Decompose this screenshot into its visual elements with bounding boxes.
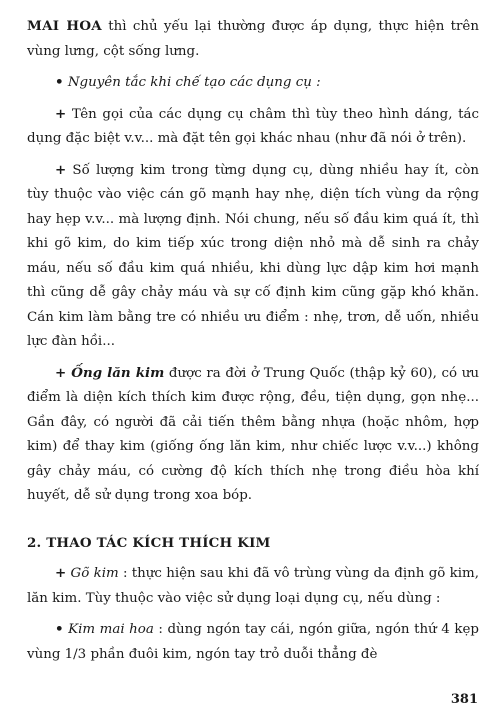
paragraph-1-text: thì chủ yếu lại thường được áp dụng, thực hiện trên vùng lưng, cột sống lưng.: [27, 19, 479, 59]
page-number: 381: [450, 692, 478, 707]
paragraph-roller: [27, 361, 479, 509]
bullet-plus: +: [55, 105, 67, 122]
section-heading: 2. THAO TÁC KÍCH THÍCH KIM: [27, 534, 271, 551]
paragraph-needle-count-text: Số lượng kim trong từng dụng cụ, dùng nhiều hay ít, còn tùy thuộc vào việc cán gõ mạnh hay nhẹ, diện tích vùng da rộng hay hẹp v.v... mà lượng định. Nói chung, nếu số đầu kim quá ít, thì khi gõ kim, do kim tiếp xúc trong diện nhỏ mà dễ sinh ra chảy máu, nếu số đầu kim quá nhiều, khi dùng lực dập kim hơi mạnh thì cũng dễ gây chảy máu và sự cố định kim cũng gặp khó khăn. Cán kim làm bằng tre có nhiều ưu điểm : nhẹ, trơn, dễ uốn, nhiều lực đàn hồi...: [27, 162, 479, 349]
paragraph-1: [27, 14, 479, 64]
bullet-plus: +: [55, 364, 67, 381]
bullet-plus: +: [55, 565, 67, 581]
term-kim-mai-hoa: Kim mai hoa: [63, 622, 154, 637]
bullet-dot: •: [55, 621, 64, 637]
paragraph-tapping: [27, 561, 479, 611]
bullet-plus: +: [55, 161, 67, 178]
paragraph-plum-needle-text: : dùng ngón tay cái, ngón giữa, ngón thứ 4 kẹp vùng 1/3 phần đuôi kim, ngón tay trỏ duỗi thẳng đè: [27, 622, 479, 662]
paragraph-naming-text: Tên gọi của các dụng cụ châm thì tùy theo hình dáng, tác dụng đặc biệt v.v... mà đặt tên gọi khác nhau (như đã nói ở trên).: [27, 106, 479, 146]
paragraph-naming: [27, 102, 479, 152]
paragraph-tapping-text: : thực hiện sau khi đã vô trùng vùng da định gõ kim, lăn kim. Tùy thuộc vào việc sử dụng loại dụng cụ, nếu dùng :: [27, 566, 479, 606]
paragraph-roller-text: được ra đời ở Trung Quốc (thập kỷ 60), có ưu điểm là diện kích thích kim được rộng, đều, tiện dụng, gọn nhẹ... Gần đây, có người đã cải tiến thêm bằng nhựa (hoặc nhôm, hợp kim) để thay kim (giống ống lăn kim, như chiếc lược v.v...) không gây chảy máu, có cường độ kích thích nhẹ trong điều hòa khí huyết, dễ sử dụng trong xoa bóp.: [27, 365, 479, 503]
principles-heading-text: Nguyên tắc khi chế tạo các dụng cụ :: [63, 75, 321, 90]
paragraph-principles-heading: [27, 70, 479, 96]
paragraph-needle-count: [27, 158, 479, 355]
term-mai-hoa: MAI HOA: [27, 18, 102, 34]
term-ong-lan-kim: Ống lăn kim: [66, 364, 165, 381]
bullet-dot: •: [55, 74, 64, 90]
term-go-kim: Gõ kim: [66, 566, 119, 581]
paragraph-plum-needle: [27, 617, 479, 667]
document-page: [27, 14, 479, 667]
